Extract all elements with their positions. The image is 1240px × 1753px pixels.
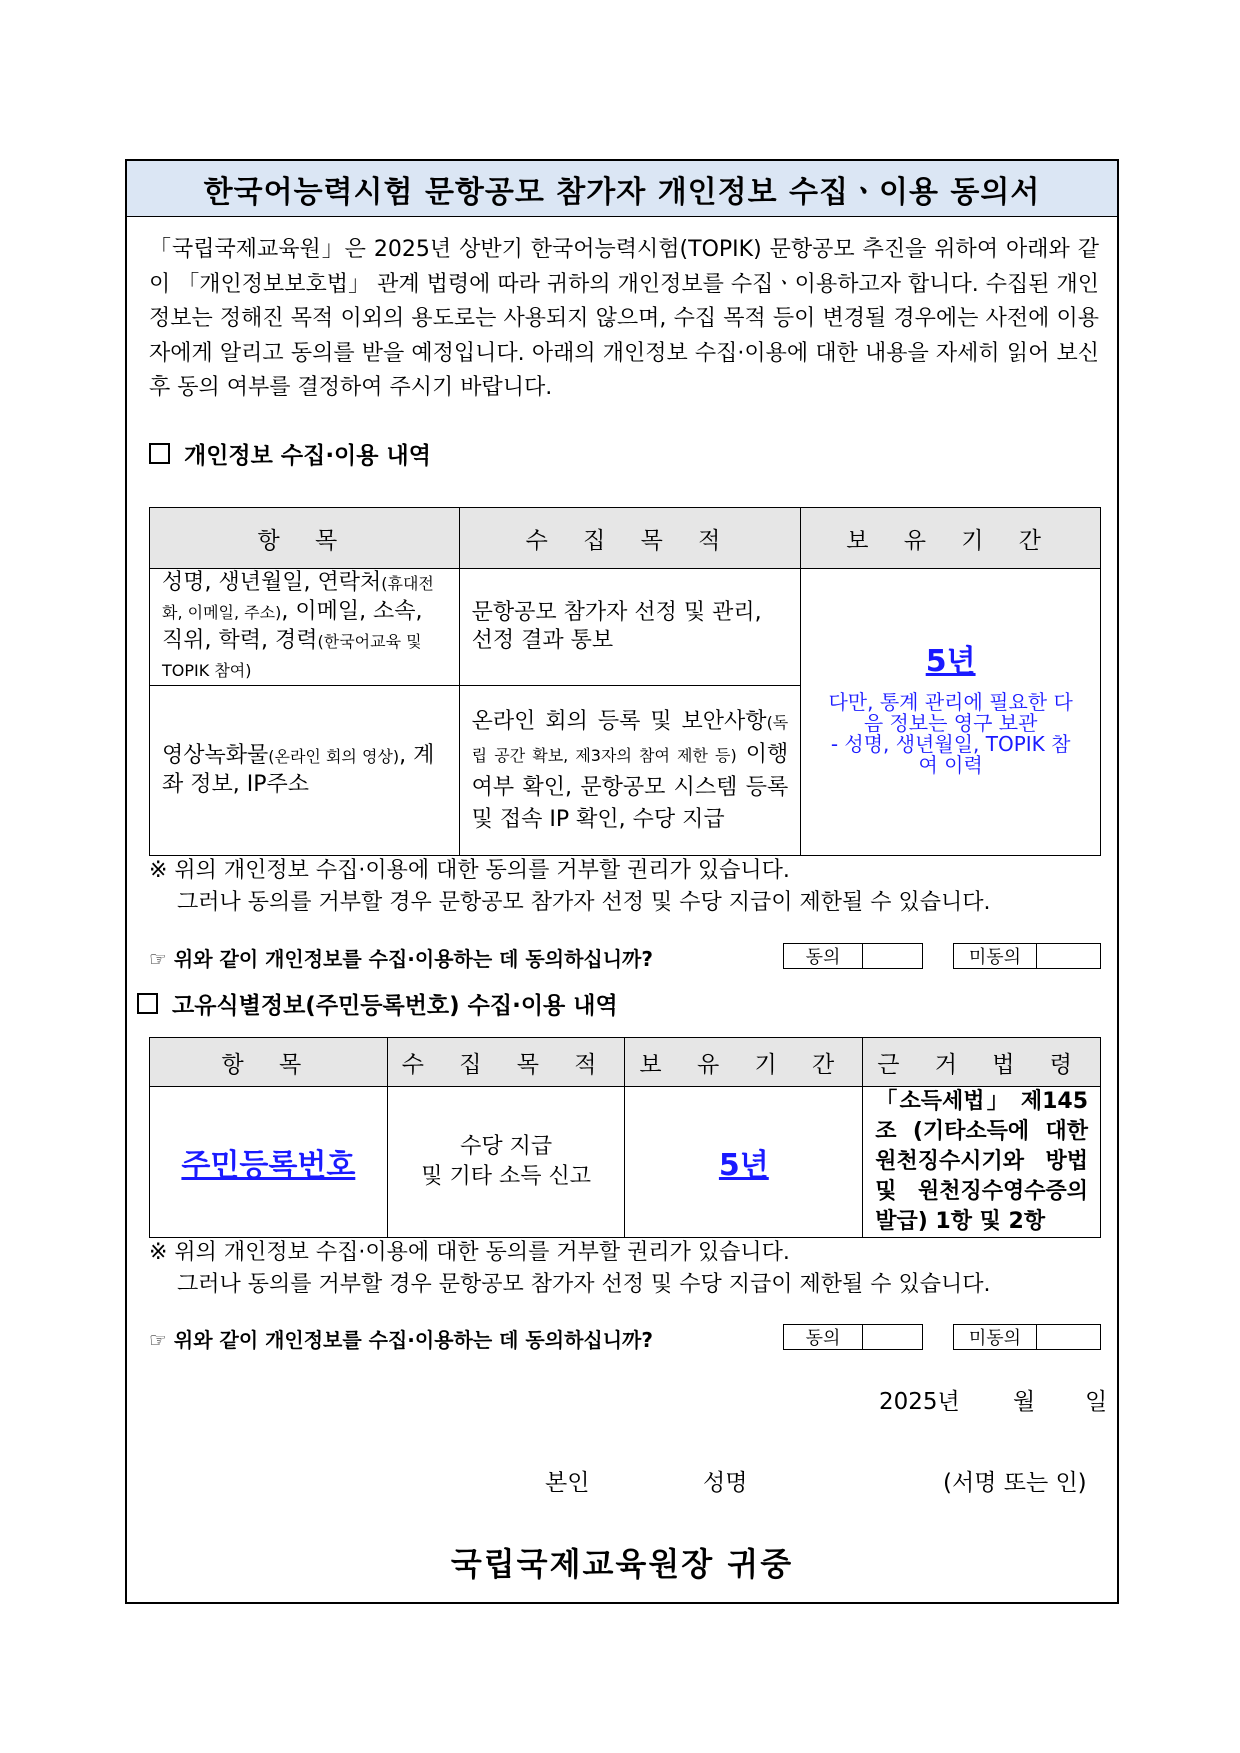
section2-heading xyxy=(137,987,618,1020)
date-year: 2025년 xyxy=(879,1389,960,1415)
consent-form xyxy=(125,159,1119,1604)
section2-note: ※ 위의 개인정보 수집·이용에 대한 동의를 거부할 권리가 있습니다. 그러나 동의를 거부할 경우 문항공모 참가자 선정 및 수당 지급이 제한될 수 있습니다. xyxy=(149,1240,991,1297)
table-row xyxy=(150,569,1101,686)
header-purpose: 수 집 목 적 xyxy=(459,508,801,569)
section1-heading-text: 개인정보 수집·이용 내역 xyxy=(184,443,431,469)
header-retention: 보 유 기 간 xyxy=(625,1038,863,1087)
header-purpose: 수 집 목 적 xyxy=(387,1038,625,1087)
intro-paragraph: 「국립국제교육원」은 2025년 상반기 한국어능력시험(TOPIK) 문항공모 추진을 위하여 아래와 같이 「개인정보보호법」 관계 법령에 따라 귀하의 개인정보를 수집ㆍ이용하고자 합니다. 수집된 개인정보는 정해진 목적 이외의 용도로는 사용되지 않으며, 수집 목적 등이 변경될 경우에는 사전에 이용자에게 알리고 동의를 받을 예정입니다. 아래의 개인정보 수집·이용에 대한 내용을 자세히 읽어 보신 후 동의 여부를 결정하여 주시기 바랍니다. xyxy=(149,237,1099,400)
id-item: 주민등록번호 xyxy=(150,1087,388,1238)
retention-note: 다만, 통계 관리에 필요한 다음 정보는 영구 보관 - 성명, 생년월일, TOPIK 참여 이력 xyxy=(828,690,1073,777)
agree-checkbox[interactable] xyxy=(783,943,923,969)
signature-note: (서명 또는 인) xyxy=(943,1470,1087,1496)
header-item: 항 목 xyxy=(150,508,460,569)
consent-question: ☞ 위와 같이 개인정보를 수집·이용하는 데 동의하십니까? xyxy=(149,1327,653,1352)
row2-item: 영상녹화물(온라인 회의 영상), 계좌 정보, IP주소 xyxy=(150,686,460,856)
id-purpose: 수당 지급 및 기타 소득 신고 xyxy=(387,1087,625,1238)
id-law: 「소득세법」 제145조 (기타소득에 대한 원천징수시기와 방법 및 원천징수영수증의 발급) 1항 및 2항 xyxy=(863,1087,1101,1238)
square-bullet-icon xyxy=(137,993,158,1014)
id-retention: 5년 xyxy=(625,1087,863,1238)
addressee: 국립국제교육원장 귀중 xyxy=(450,1545,794,1583)
disagree-label: 미동의 xyxy=(954,1325,1037,1349)
agree-label: 동의 xyxy=(784,1325,863,1349)
header-item: 항 목 xyxy=(150,1038,388,1087)
square-bullet-icon xyxy=(149,443,170,464)
row1-item: 성명, 생년월일, 연락처(휴대전화, 이메일, 주소), 이메일, 소속, 직위, 학력, 경력(한국어교육 및 TOPIK 참여) xyxy=(150,569,460,686)
signature-name-label: 성명 xyxy=(703,1470,748,1496)
disagree-checkbox[interactable] xyxy=(953,1324,1101,1350)
header-retention: 보 유 기 간 xyxy=(801,508,1101,569)
form-title: 한국어능력시험 문항공모 참가자 개인정보 수집ㆍ이용 동의서 xyxy=(127,161,1117,217)
disagree-label: 미동의 xyxy=(954,944,1037,968)
section2-heading-text: 고유식별정보(주민등록번호) 수집·이용 내역 xyxy=(172,993,618,1019)
date-day: 일 xyxy=(1085,1389,1108,1415)
disagree-checkbox[interactable] xyxy=(953,943,1101,969)
agree-label: 동의 xyxy=(784,944,863,968)
consent-question: ☞ 위와 같이 개인정보를 수집·이용하는 데 동의하십니까? xyxy=(149,946,653,971)
table-row xyxy=(150,1087,1101,1238)
row2-purpose: 온라인 회의 등록 및 보안사항(독립 공간 확보, 제3자의 참여 제한 등) 이행 여부 확인, 문항공모 시스템 등록 및 접속 IP 확인, 수당 지급 xyxy=(459,686,801,856)
date-month: 월 xyxy=(1013,1389,1036,1415)
section1-note: ※ 위의 개인정보 수집·이용에 대한 동의를 거부할 권리가 있습니다. 그러나 동의를 거부할 경우 문항공모 참가자 선정 및 수당 지급이 제한될 수 있습니다. xyxy=(149,858,991,915)
unique-id-table xyxy=(149,1037,1101,1238)
agree-checkbox[interactable] xyxy=(783,1324,923,1350)
retention-value: 5년 xyxy=(925,644,976,679)
retention-cell xyxy=(801,569,1101,856)
table-header-row xyxy=(150,508,1101,569)
header-law: 근 거 법 령 xyxy=(863,1038,1101,1087)
table-header-row xyxy=(150,1038,1101,1087)
section1-heading xyxy=(149,437,431,470)
personal-info-table xyxy=(149,507,1101,856)
row1-purpose: 문항공모 참가자 선정 및 관리, 선정 결과 통보 xyxy=(459,569,801,686)
signature-self: 본인 xyxy=(545,1470,590,1496)
